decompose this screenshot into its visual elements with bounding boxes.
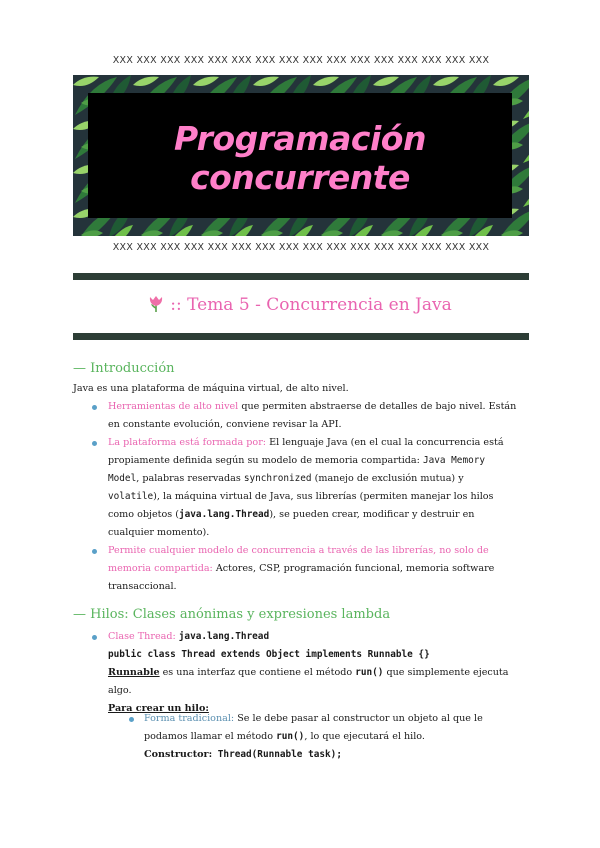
hilos-subitem-traditional: Forma tradicional: Se le debe pasar al constructor un objeto al que le podamos llamar el método run(), lo que ejecutará el hilo. Constructor: Thread(Runnable task); [144,713,483,760]
page-title: Programación concurrente [174,119,426,197]
intro-item-platform: La plataforma está formada por: El lenguaje Java (en el cual la concurrencia está propiamente definida según su modelo de memoria compartida: Java Memory Model, palabras reservadas synchronized (manejo de exclusión mutua) y volatile), la máquina virtual de Java, sus librerías (permiten manejar los hilos como objetos (java.lang.Thread), se pueden crear, modificar y destruir en cualquier momento). [108,437,504,538]
bullet-icon [92,405,97,410]
intro-lead: Java es una plataforma de máquina virtual, de alto nivel. [73,383,349,394]
leaf-strip-top [73,273,529,280]
bullet-icon [92,441,97,446]
intro-item-tools: Herramientas de alto nivel que permiten abstraerse de detalles de bajo nivel. Están en constante evolución, conviene revisar la API. [108,401,517,430]
topic-title [0,295,600,318]
topic-title-text: :: Tema 5 - Concurrencia en Java [170,295,452,315]
leaf-strip-bottom [73,333,529,340]
title-box [88,93,512,218]
header-x-row-top: XXX XXX XXX XXX XXX XXX XXX XXX XXX XXX XXX XXX XXX XXX XXX XXX [112,55,490,66]
bullet-icon [92,549,97,554]
hilos-item-thread: Clase Thread: java.lang.Thread public class Thread extends Object implements Runnable {} Runnable es una interfaz que contiene el método run() que simplemente ejecuta algo. Para crear un hilo: [108,631,509,714]
bullet-icon [92,635,97,640]
hilos-heading: — Hilos: Clases anónimas y expresiones lambda [73,607,391,622]
header-x-row-bottom: XXX XXX XXX XXX XXX XXX XXX XXX XXX XXX XXX XXX XXX XXX XXX XXX [112,242,490,253]
intro-heading: — Introducción [73,361,175,376]
tulip-icon [148,295,164,318]
intro-item-models: Permite cualquier modelo de concurrencia a través de las librerías, no solo de memoria compartida: Actores, CSP, programación funcional, memoria software transaccional. [108,545,495,592]
bullet-icon [129,717,134,722]
